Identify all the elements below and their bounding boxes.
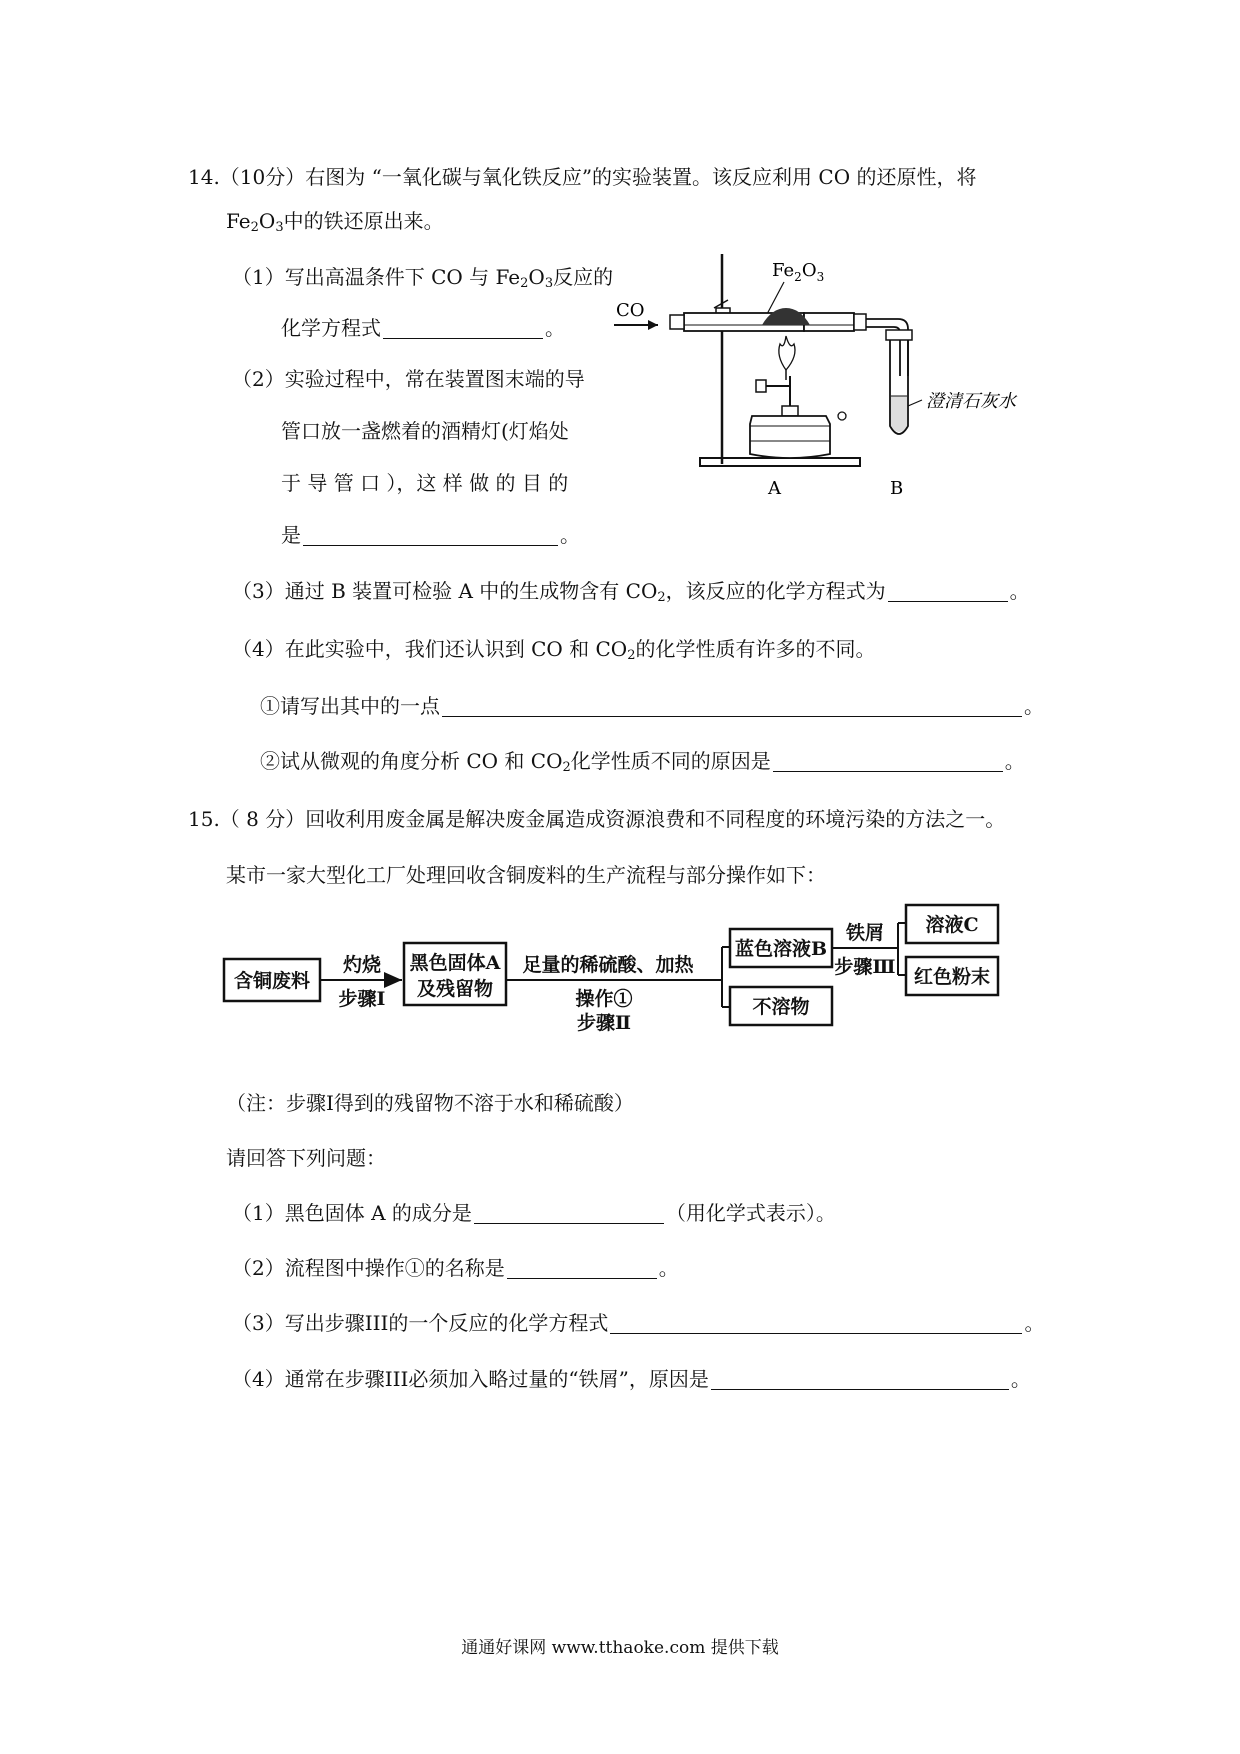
q15-part1: （1）黑色固体 A 的成分是 （用化学式表示）。 xyxy=(232,1201,836,1225)
page-footer: 通通好课网 www.tthaoke.com 提供下载 xyxy=(461,1638,779,1658)
q14-part2-line2: 管口放一盏燃着的酒精灯(灯焰处 xyxy=(281,419,569,443)
answer-blank[interactable] xyxy=(474,1201,664,1224)
q15-part2: （2）流程图中操作①的名称是 。 xyxy=(232,1256,679,1280)
q15-part3: （3）写出步骤III的一个反应的化学方程式 。 xyxy=(232,1311,1045,1335)
answer-blank[interactable] xyxy=(383,316,543,339)
svg-text:灼烧: 灼烧 xyxy=(342,954,382,976)
copper-recovery-flowchart xyxy=(222,905,1042,1055)
answer-blank[interactable] xyxy=(773,749,1003,772)
answer-blank[interactable] xyxy=(507,1256,657,1279)
answer-blank[interactable] xyxy=(610,1311,1022,1334)
answer-blank[interactable] xyxy=(442,694,1022,717)
svg-text:及残留物: 及残留物 xyxy=(416,978,494,1000)
svg-text:溶液C: 溶液C xyxy=(925,914,979,936)
q14-part1-line2: 化学方程式 。 xyxy=(281,316,565,340)
svg-text:蓝色溶液B: 蓝色溶液B xyxy=(734,938,828,960)
q15-part4: （4）通常在步骤III必须加入略过量的“铁屑”，原因是 。 xyxy=(232,1367,1031,1391)
answer-blank[interactable] xyxy=(303,523,558,546)
q14-part2-line1: （2）实验过程中，常在装置图末端的导 xyxy=(232,367,585,391)
limewater-label: 澄清石灰水 xyxy=(926,391,1016,412)
q14-part4-ii: ②试从微观的角度分析 CO 和 $CO_2$化学性质不同的原因是 。 xyxy=(260,749,1025,775)
q15-note: （注：步骤Ⅰ得到的残留物不溶于水和稀硫酸） xyxy=(226,1091,634,1115)
answer-blank[interactable] xyxy=(888,579,1008,602)
q15-header: 15.（ 8 分）回收利用废金属是解决废金属造成资源浪费和不同程度的环境污染的方法之一。 xyxy=(188,807,1006,831)
fe2o3-label: $Fe_2O_3$ xyxy=(772,260,825,284)
svg-text:含铜废料: 含铜废料 xyxy=(233,970,311,992)
co-fe2o3-apparatus-diagram xyxy=(614,246,1034,506)
q14-part2-line4: 是 。 xyxy=(281,523,580,547)
q14-header-line2: $Fe_2O_3$中的铁还原出来。 xyxy=(226,209,444,235)
answer-blank[interactable] xyxy=(711,1367,1009,1390)
co-label: CO xyxy=(616,300,645,321)
svg-text:步骤Ⅱ: 步骤Ⅱ xyxy=(576,1012,632,1034)
q15-intro: 某市一家大型化工厂处理回收含铜废料的生产流程与部分操作如下： xyxy=(226,863,826,887)
q14-header-line1: 14.（10分）右图为 “一氧化碳与氧化铁反应”的实验装置。该反应利用 CO 的还原性，将 xyxy=(188,165,977,189)
q14-part2-line3: 于 导 管 口 ），这 样 做 的 目 的 xyxy=(281,471,569,495)
svg-text:不溶物: 不溶物 xyxy=(752,996,810,1018)
q14-part4-i: ①请写出其中的一点 。 xyxy=(260,694,1044,718)
q14-part4: （4）在此实验中，我们还认识到 CO 和 $CO_2$的化学性质有许多的不同。 xyxy=(232,637,876,663)
label-a: A xyxy=(768,478,781,499)
svg-text:足量的稀硫酸、加热: 足量的稀硫酸、加热 xyxy=(522,954,694,976)
svg-text:黑色固体A: 黑色固体A xyxy=(409,952,501,974)
label-b: B xyxy=(890,478,904,499)
svg-text:铁屑: 铁屑 xyxy=(845,922,885,944)
svg-text:步骤Ⅰ: 步骤Ⅰ xyxy=(338,988,386,1010)
q14-part3: （3）通过 B 装置可检验 A 中的生成物含有 $CO_2$，该反应的化学方程式为 。 xyxy=(232,579,1030,605)
svg-text:步骤Ⅲ: 步骤Ⅲ xyxy=(834,956,896,978)
q15-prompt: 请回答下列问题： xyxy=(226,1146,386,1170)
q14-part1-line1: （1）写出高温条件下 CO 与 $Fe_2O_3$反应的 xyxy=(232,265,614,291)
svg-text:红色粉末: 红色粉末 xyxy=(913,966,991,988)
svg-text:操作①: 操作① xyxy=(575,988,633,1010)
